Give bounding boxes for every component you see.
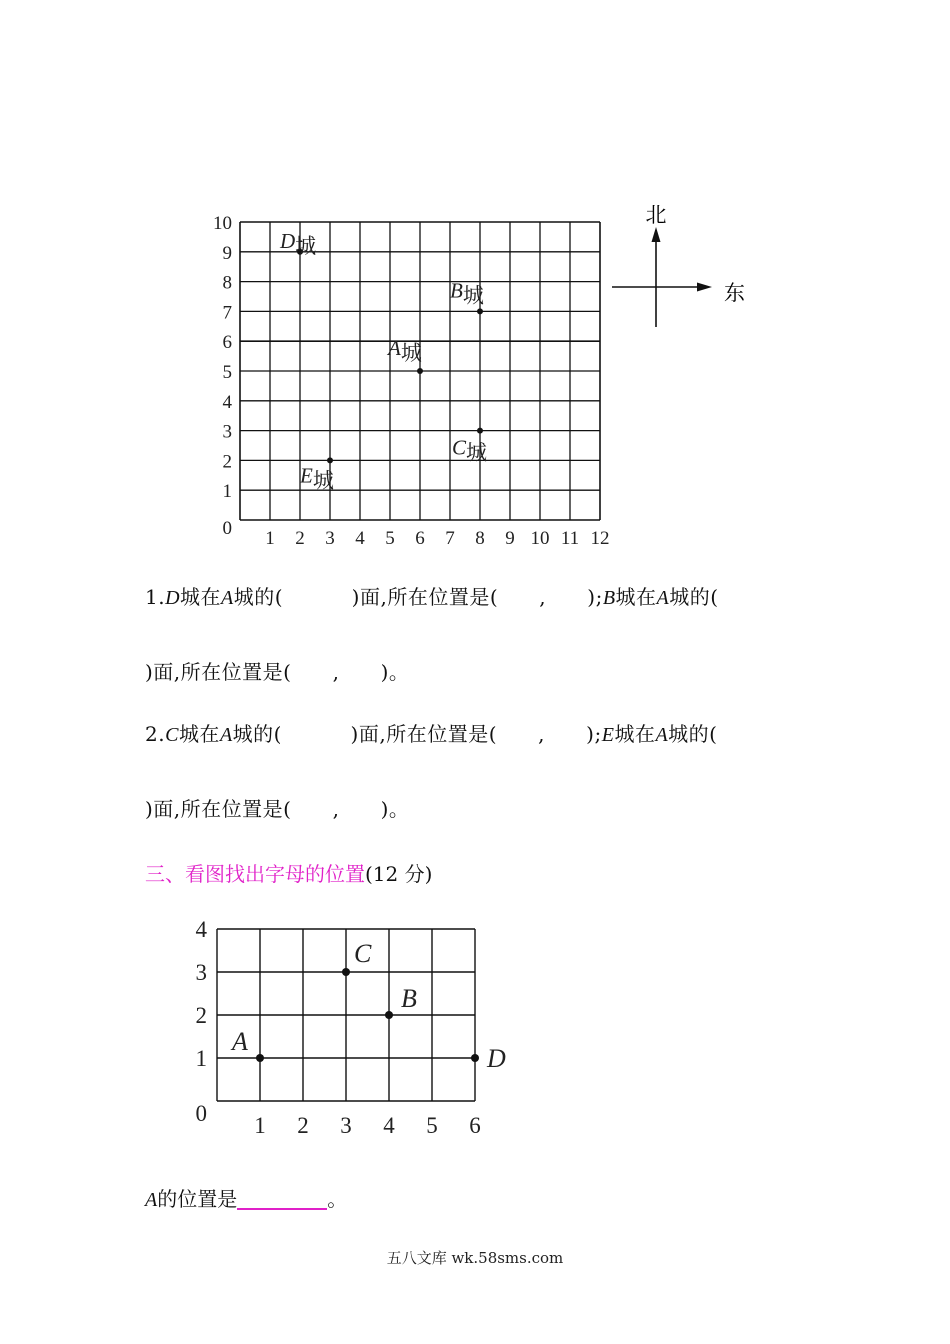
compass-north-label: 北	[645, 205, 667, 227]
point-c	[342, 968, 350, 976]
x-tick-label: 1	[254, 1113, 266, 1138]
city-b-label: B城	[450, 278, 484, 308]
city-grid-tick-labels	[213, 213, 610, 549]
x-tick-label: 10	[530, 528, 550, 549]
x-tick-label: 9	[505, 528, 515, 549]
question-1-line-1: 1.D城在A城的( )面,所在位置是( , );B城在A城的(	[145, 585, 719, 609]
point-a-label: A	[232, 1027, 248, 1056]
x-tick-label: 5	[385, 528, 395, 549]
city-d-label: D城	[280, 228, 317, 258]
answer-text: 的位置是	[157, 1187, 238, 1211]
city-e-point	[327, 457, 333, 463]
x-tick-label: 6	[469, 1113, 481, 1138]
point-b	[385, 1011, 393, 1019]
city-c-label: C城	[452, 435, 488, 465]
x-tick-label: 7	[445, 528, 455, 549]
x-tick-label: 4	[383, 1113, 395, 1138]
city-grid-points	[279, 229, 487, 493]
x-tick-label: 6	[415, 528, 425, 549]
x-tick-label: 3	[340, 1113, 352, 1138]
y-tick-label: 4	[195, 917, 207, 942]
y-tick-label: 1	[222, 481, 232, 503]
y-tick-label: 4	[222, 391, 232, 413]
y-tick-label: 7	[222, 302, 232, 324]
y-tick-label: 3	[222, 421, 232, 443]
y-tick-label: 6	[222, 332, 232, 354]
y-tick-label: 0	[195, 1101, 207, 1126]
y-tick-label: 2	[222, 451, 232, 473]
y-tick-label: 2	[195, 1003, 207, 1028]
y-tick-label: 3	[195, 960, 207, 985]
y-tick-label: 1	[195, 1046, 207, 1071]
x-tick-label: 2	[295, 528, 305, 549]
x-tick-label: 5	[426, 1113, 438, 1138]
answer-end: 。	[327, 1187, 348, 1211]
x-tick-label: 4	[355, 528, 365, 549]
city-b-point	[477, 308, 483, 314]
compass-east-label: 东	[724, 281, 745, 305]
question-1-line-2: )面,所在位置是( , )。	[145, 660, 410, 684]
city-grid-chart	[200, 205, 760, 555]
point-b-label: B	[401, 984, 417, 1013]
x-tick-label: 3	[325, 528, 335, 549]
city-a-label: A城	[388, 336, 422, 365]
letter-grid-points	[230, 939, 506, 1073]
x-tick-label: 8	[475, 528, 485, 549]
y-tick-label: 5	[222, 362, 232, 383]
point-a	[256, 1054, 264, 1062]
section-3-score: (12 分)	[365, 862, 433, 886]
answer-blank[interactable]	[237, 1188, 327, 1210]
footer-watermark: 五八文库 wk.58sms.com	[386, 1249, 564, 1267]
point-d-label: D	[487, 1044, 506, 1073]
y-tick-label: 0	[222, 518, 232, 539]
answer-letter: A	[145, 1189, 158, 1211]
x-tick-label: 12	[590, 528, 610, 549]
compass	[612, 205, 745, 327]
answer-line	[145, 1183, 347, 1212]
question-2-line-2: )面,所在位置是( , )。	[145, 797, 410, 821]
section-3-title-text: 三、看图找出字母的位置	[145, 862, 365, 886]
point-c-label: C	[354, 939, 372, 968]
east-arrow-icon	[697, 283, 712, 292]
x-tick-label: 11	[560, 528, 580, 549]
letter-grid-lines	[217, 929, 475, 1101]
city-c-point	[477, 428, 483, 434]
city-e-label: E城	[300, 463, 334, 493]
north-arrow-icon	[652, 227, 661, 242]
x-tick-label: 2	[297, 1113, 309, 1138]
city-a-point	[417, 368, 423, 374]
section-3-title	[145, 858, 432, 887]
letter-grid-chart	[185, 915, 525, 1145]
question-2-line-1: 2.C城在A城的( )面,所在位置是( , );E城在A城的(	[145, 722, 718, 746]
point-d	[471, 1054, 479, 1062]
y-tick-label: 9	[222, 242, 232, 264]
y-tick-label: 10	[213, 213, 232, 234]
x-tick-label: 1	[265, 528, 275, 549]
y-tick-label: 8	[222, 272, 232, 294]
